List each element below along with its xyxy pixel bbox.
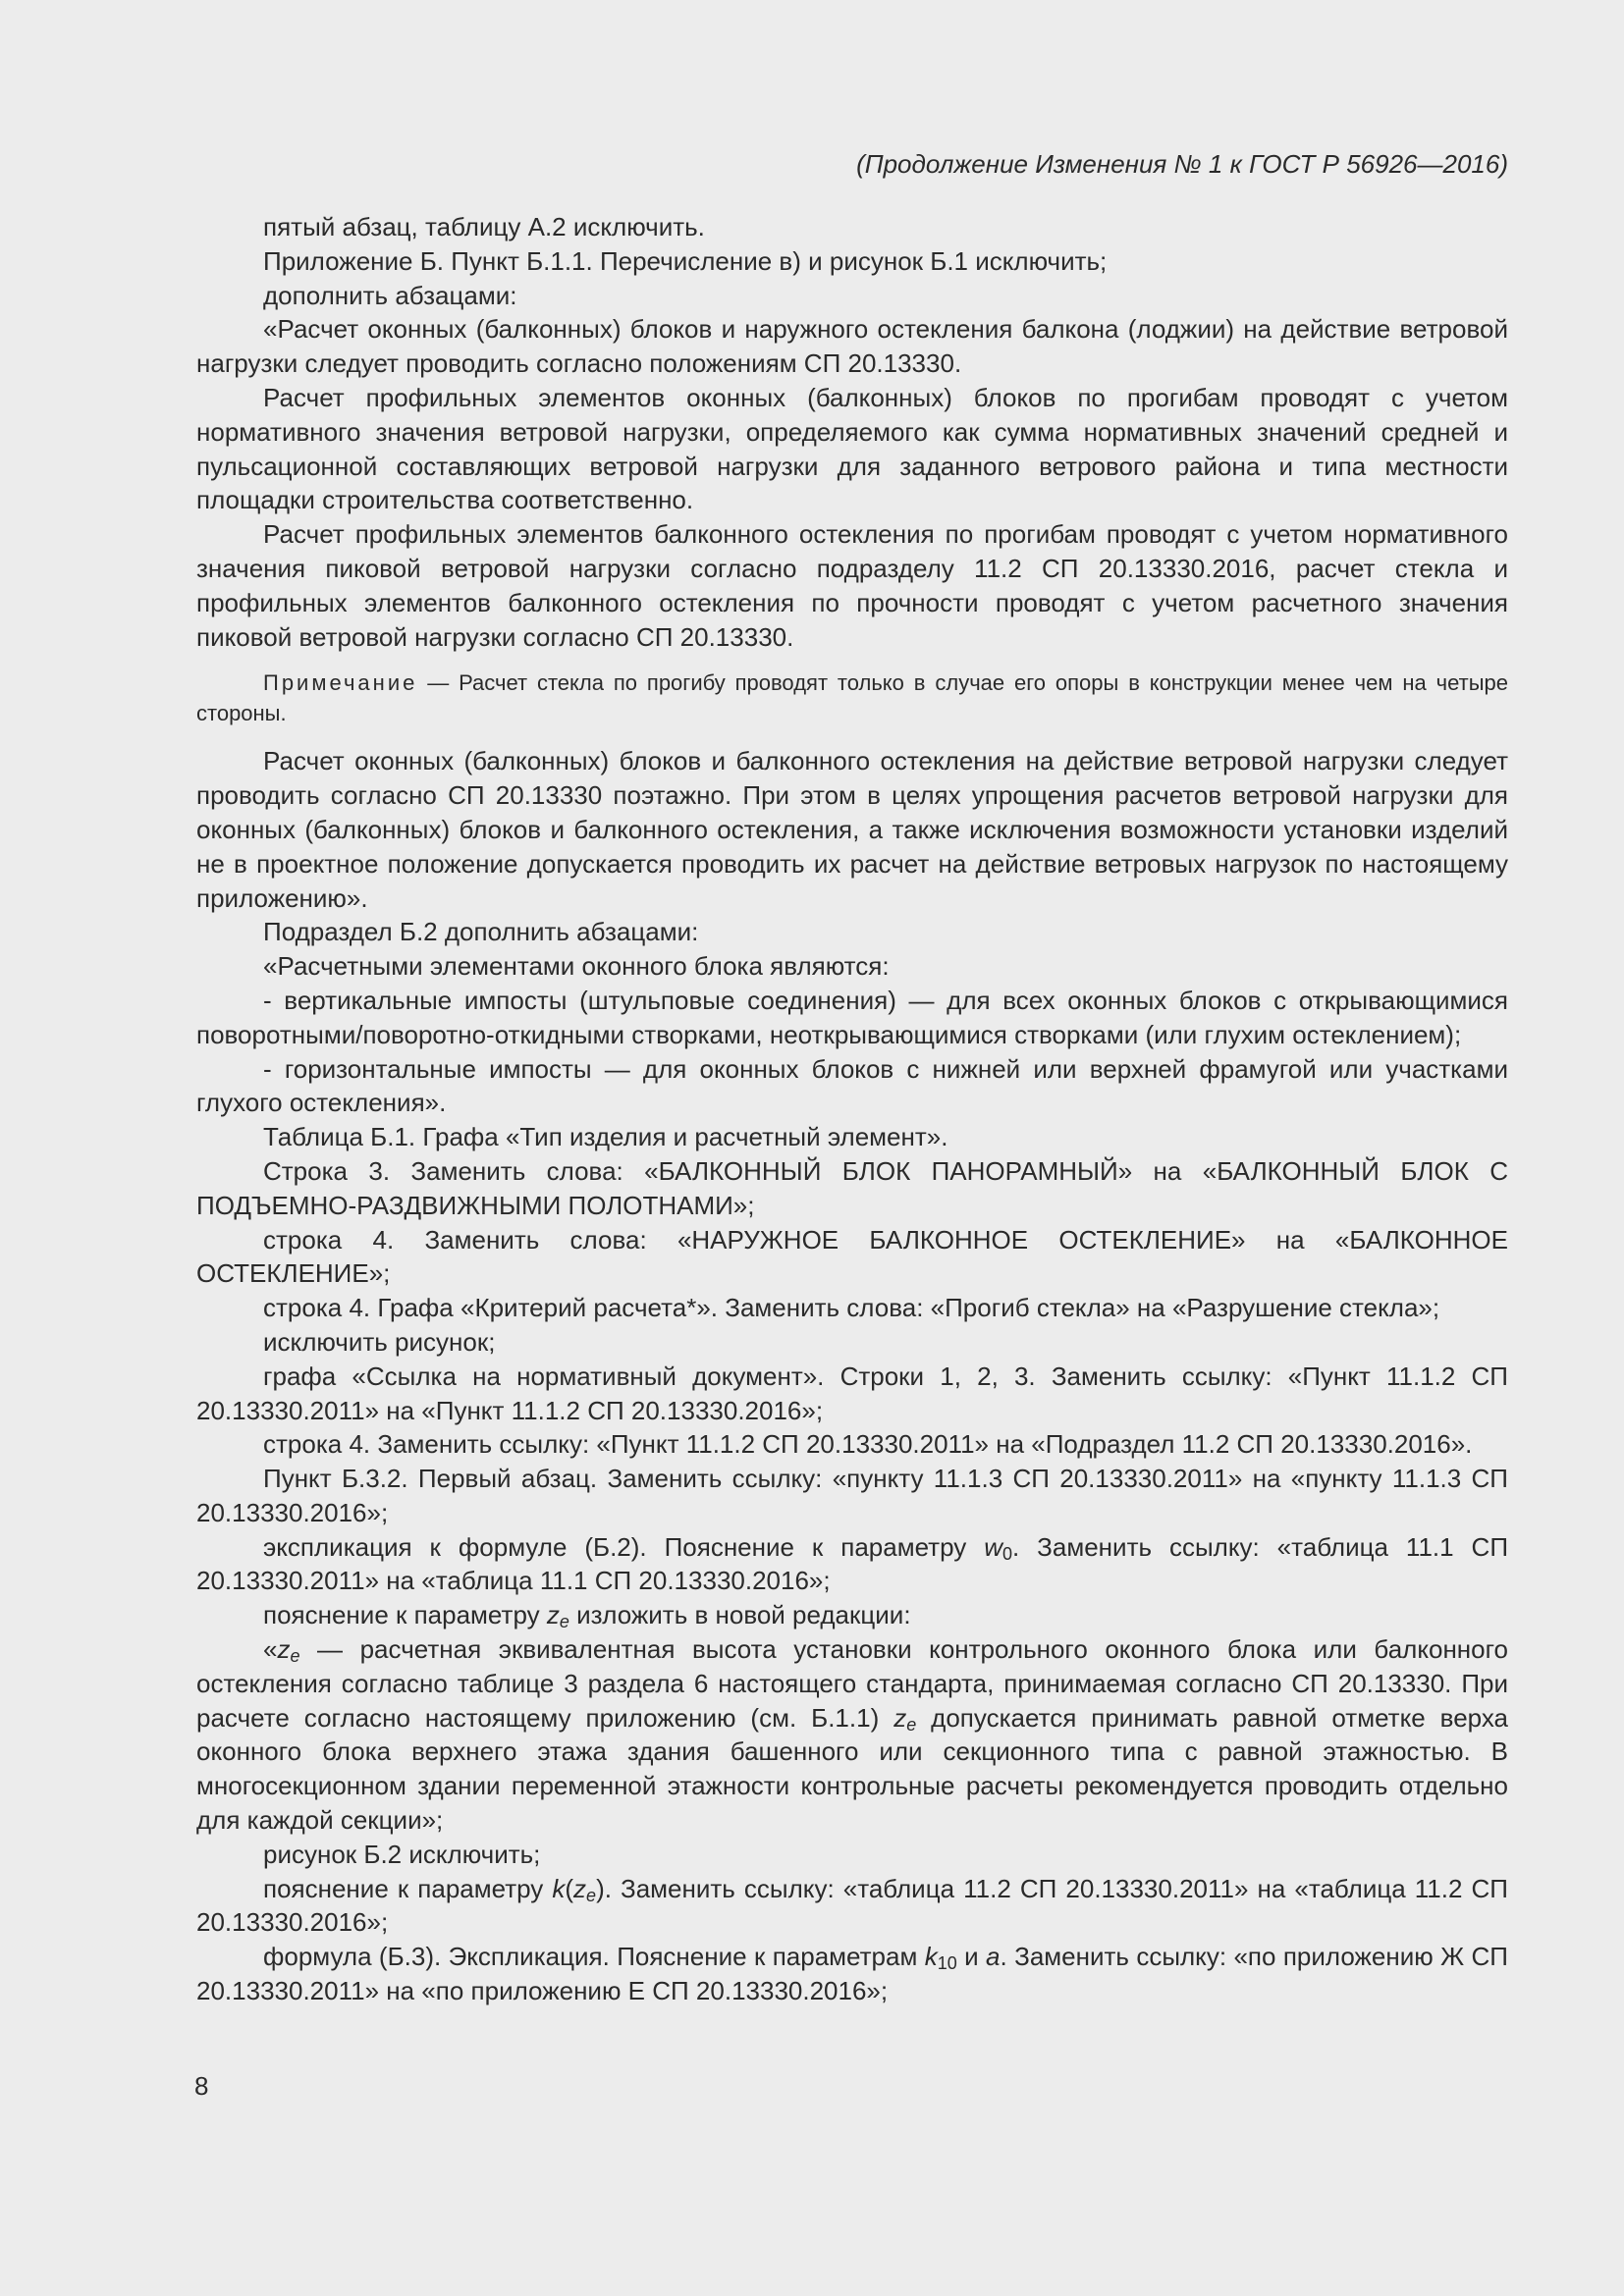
paragraph [196, 1940, 1508, 2008]
math-subscript: e [290, 1646, 300, 1667]
note-label: Примечание [263, 670, 418, 696]
paragraph: исключить рисунок; [263, 1326, 496, 1357]
math-paren: ( [565, 1873, 574, 1903]
math-subscript: e [906, 1714, 917, 1735]
page-number: 8 [194, 2071, 209, 2101]
math-var: z [277, 1634, 291, 1665]
paragraph: Подраздел Б.2 дополнить абзацами: [263, 917, 699, 947]
text-run: и [956, 1942, 987, 1972]
paragraph: Расчет профильных элементов балконного остекления по прогибам проводят с учетом нормативного значения пиковой ветровой нагрузки согласно подразделу 11.2 СП 20.13330.2016, расчет стекла и профильных элементов балконного остекления по прочности проводят с учетом расчетного значения пиковой ветровой нагрузки согласно СП 20.13330. [196, 519, 1508, 652]
text-run: допускается принимать равной отметке верха оконного блока верхнего этажа здания башенного или секционного типа с равной этажностью. В многосекционном здании переменной этажности контрольные расчеты рекомендуется проводить отдельно для каждой секции»; [196, 1702, 1508, 1836]
math-subscript: 10 [937, 1953, 957, 1974]
paragraph [196, 1872, 1508, 1941]
text-run: ). Заменить ссылку: «таблица 11.2 СП 20.13330.2011» на «таблица 11.2 СП 20.13330.2016»; [196, 1873, 1508, 1938]
text-run: . Заменить ссылку: «по приложению Ж СП 20.13330.2011» на «по приложению Е СП 20.13330.2016»; [196, 1942, 1508, 2006]
math-var: k [552, 1873, 566, 1903]
text-run: « [263, 1634, 278, 1665]
running-header: (Продолжение Изменения № 1 к ГОСТ Р 56926—2016) [856, 149, 1508, 179]
text-run: — расчетная эквивалентная высота установки контрольного оконного блока или балконного остекления согласно таблице 3 раздела 6 настоящего стандарта, принимаемая согласно СП 20.13330. При расчете согласно настоящему приложению (см. Б.1.1) [196, 1634, 1508, 1733]
math-var: z [546, 1600, 560, 1630]
text-run: . Заменить ссылку: «таблица 11.1 СП 20.13330.2011» на «таблица 11.1 СП 20.13330.2016»; [196, 1531, 1509, 1596]
math-var: k [924, 1942, 938, 1972]
math-var: w [984, 1531, 1002, 1562]
paragraph [196, 1530, 1508, 1599]
math-subscript: e [586, 1885, 597, 1905]
math-subscript: e [559, 1612, 569, 1632]
text-run: изложить в новой редакции: [568, 1600, 911, 1630]
math-var: a [986, 1942, 1001, 1972]
paragraph: Расчет оконных (балконных) блоков и балконного остекления на действие ветровой нагрузки следует проводить согласно СП 20.13330 поэтажно. При этом в целях упрощения расчетов ветровой нагрузки для оконных (балконных) блоков и балконного остекления, а также исключения возможности установки изделий не в проектное положение допускается проводить их расчет на действие ветровых нагрузок по настоящему приложению». [196, 746, 1508, 913]
paragraph: Пункт Б.3.2. Первый абзац. Заменить ссылку: «пункту 11.1.3 СП 20.13330.2011» на «пункту 11.1.3 СП 20.13330.2016»; [196, 1464, 1508, 1527]
list-item: - вертикальные импосты (штульповые соединения) — для всех оконных блоков с открывающимися поворотными/поворотно-откидными створками, неоткрывающимися створками (или глухим остеклением); [196, 985, 1508, 1049]
text-run: формула (Б.3). Экспликация. Пояснение к параметрам [263, 1942, 925, 1972]
math-var: z [573, 1873, 587, 1903]
document-body [196, 210, 1508, 2008]
text-run: пояснение к параметру [263, 1600, 547, 1630]
paragraph: рисунок Б.2 исключить; [263, 1839, 541, 1869]
paragraph: «Расчетными элементами оконного блока являются: [263, 951, 890, 982]
note-text: — Расчет стекла по прогибу проводят только в случае его опоры в конструкции менее чем на четыре стороны. [196, 670, 1508, 726]
paragraph: Приложение Б. Пункт Б.1.1. Перечисление в) и рисунок Б.1 исключить; [263, 245, 1108, 276]
note [196, 667, 1508, 728]
paragraph: графа «Ссылка на нормативный документ». Строки 1, 2, 3. Заменить ссылку: «Пункт 11.1.2 СП 20.13330.2011» на «Пункт 11.1.2 СП 20.13330.2016»; [196, 1361, 1508, 1425]
paragraph: дополнить абзацами: [263, 280, 517, 310]
paragraph: пятый абзац, таблицу А.2 исключить. [263, 212, 705, 241]
paragraph: Таблица Б.1. Графа «Тип изделия и расчетный элемент». [263, 1122, 948, 1152]
text-run: экспликация к формуле (Б.2). Пояснение к параметру [263, 1531, 985, 1562]
paragraph: Строка 3. Заменить слова: «БАЛКОННЫЙ БЛОК ПАНОРАМНЫЙ» на «БАЛКОННЫЙ БЛОК С ПОДЪЕМНО-РАЗДВИЖНЫМИ ПОЛОТНАМИ»; [196, 1155, 1508, 1220]
paragraph: «Расчет оконных (балконных) блоков и наружного остекления балкона (лоджии) на действие ветровой нагрузки следует проводить согласно положениям СП 20.13330. [196, 314, 1508, 379]
list-item: - горизонтальные импосты — для оконных блоков с нижней или верхней фрамугой или участками глухого остекления». [196, 1053, 1508, 1118]
math-var: z [893, 1702, 907, 1733]
paragraph: Расчет профильных элементов оконных (балконных) блоков по прогибам проводят с учетом нормативного значения ветровой нагрузки, определяемого как сумма нормативных значений средней и пульсационной составляющих ветровой нагрузки для заданного ветрового района и типа местности площадки строительства соответственно. [196, 382, 1508, 515]
paragraph: строка 4. Графа «Критерий расчета*». Заменить слова: «Прогиб стекла» на «Разрушение стекла»; [263, 1293, 1440, 1323]
text-run: пояснение к параметру [263, 1873, 553, 1903]
paragraph [196, 1598, 1508, 1632]
math-subscript: 0 [1002, 1543, 1013, 1564]
paragraph: строка 4. Заменить слова: «НАРУЖНОЕ БАЛКОННОЕ ОСТЕКЛЕНИЕ» на «БАЛКОННОЕ ОСТЕКЛЕНИЕ»; [196, 1224, 1508, 1289]
paragraph: строка 4. Заменить ссылку: «Пункт 11.1.2 СП 20.13330.2011» на «Подраздел 11.2 СП 20.13330.2016». [263, 1429, 1473, 1460]
paragraph [196, 1632, 1508, 1838]
